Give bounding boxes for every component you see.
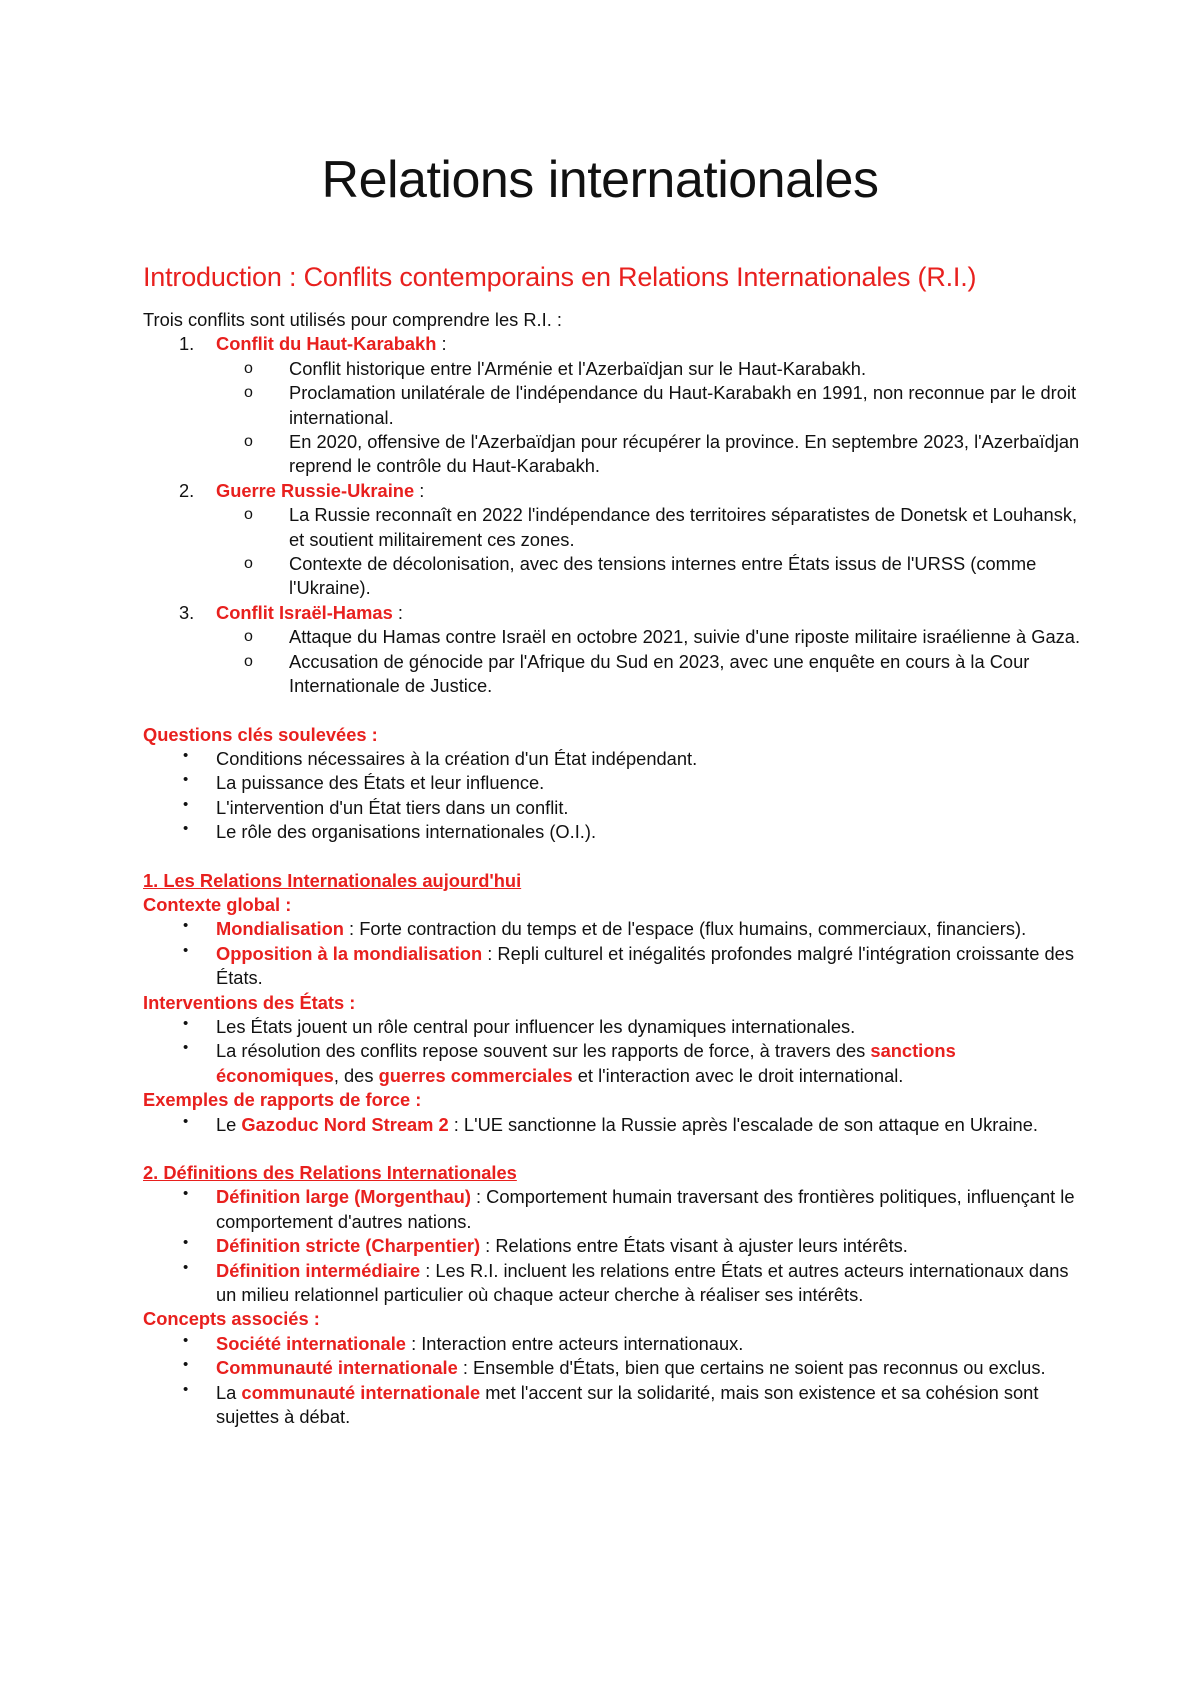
bullet-icon: • [183, 820, 189, 838]
list-item [143, 1234, 1083, 1258]
questions-heading: Questions clés soulevées : [143, 723, 378, 745]
concepts-list [143, 1332, 1083, 1430]
section1-heading: 1. Les Relations Internationales aujourd'hui [143, 869, 522, 891]
term-text: : Comportement humain traversant des frontières politiques, influençant le comportement d'autres nations. [216, 1186, 1075, 1232]
list-item [143, 747, 1083, 771]
circle-bullet-icon: o [244, 384, 253, 402]
item-text: : Interaction entre acteurs internationaux. [405, 1332, 744, 1354]
interventions-heading: Interventions des États : [143, 991, 356, 1013]
bullet-icon: • [183, 917, 189, 935]
list-item [216, 357, 1083, 381]
item-text: et l'interaction avec le droit international. [572, 1064, 904, 1086]
conflict-name: Conflit Israël-Hamas [216, 601, 393, 623]
term: guerres commerciales [378, 1064, 573, 1086]
question-text: Conditions nécessaires à la création d'un État indépendant. [216, 747, 698, 769]
circle-bullet-icon: o [244, 359, 253, 377]
list-item [143, 1039, 1083, 1088]
conflict-item [143, 601, 1083, 699]
list-item [143, 1113, 1083, 1137]
spacer [143, 845, 1083, 869]
point-text: La Russie reconnaît en 2022 l'indépendance des territoires séparatistes de Donetsk et Louhansk, et soutient militairement ces zones. [289, 504, 1078, 550]
bullet-icon: • [183, 771, 189, 789]
bullet-icon: • [183, 941, 189, 959]
point-text: Contexte de décolonisation, avec des tensions internes entre États issus de l'URSS (comme l'Ukraine). [289, 553, 1037, 599]
term: Définition stricte (Charpentier) [216, 1235, 481, 1257]
term: Définition intermédiaire [216, 1259, 421, 1281]
term: Définition large (Morgenthau) [216, 1186, 471, 1208]
intro-heading: Introduction : Conflits contemporains en Relations Internationales (R.I.) [143, 262, 977, 292]
context-heading: Contexte global : [143, 893, 292, 915]
term: communauté internationale [241, 1381, 481, 1403]
item-text: , des [333, 1064, 379, 1086]
conflict-suffix: : [392, 601, 403, 623]
term: sanctions économiques [216, 1040, 956, 1086]
term: Mondialisation [216, 918, 344, 940]
list-item [143, 771, 1083, 795]
page-title: Relations internationales [321, 151, 879, 209]
bullet-icon: • [183, 1356, 189, 1374]
list-number: 2. [179, 479, 195, 501]
spacer [143, 699, 1083, 723]
point-text: En 2020, offensive de l'Azerbaïdjan pour récupérer la province. En septembre 2023, l'Azerbaïdjan reprend le contrôle du Haut-Karabakh. [289, 431, 1080, 477]
questions-list [143, 747, 1083, 845]
spacer [143, 1137, 1083, 1161]
bullet-icon: • [183, 1112, 189, 1130]
list-item [143, 796, 1083, 820]
circle-bullet-icon: o [244, 628, 253, 646]
section2-heading: 2. Définitions des Relations Internationales [143, 1162, 517, 1183]
item-text: Le [216, 1113, 242, 1135]
list-item [216, 381, 1083, 430]
list-number: 1. [179, 333, 195, 355]
item-text: La résolution des conflits repose souvent sur les rapports de force, à travers des [216, 1040, 871, 1062]
item-text: : Ensemble d'États, bien que certains ne soient pas reconnus ou exclus. [457, 1357, 1046, 1379]
conflict-list [143, 332, 1083, 698]
question-text: La puissance des États et leur influence. [216, 772, 545, 794]
conflict-item [143, 332, 1083, 478]
item-text: Les États jouent un rôle central pour influencer les dynamiques internationales. [216, 1015, 856, 1037]
list-number: 3. [179, 601, 195, 623]
list-item [216, 503, 1083, 552]
list-item [216, 552, 1083, 601]
list-item [143, 1015, 1083, 1039]
list-item [216, 430, 1083, 479]
question-text: Le rôle des organisations internationales (O.I.). [216, 821, 597, 843]
conflict-item [143, 479, 1083, 601]
term: Gazoduc Nord Stream 2 [241, 1113, 449, 1135]
conflict-points [216, 625, 1083, 698]
item-text: : L'UE sanctionne la Russie après l'escalade de son attaque en Ukraine. [448, 1113, 1038, 1135]
document-body [143, 308, 1083, 1429]
term-text: : Forte contraction du temps et de l'espace (flux humains, commerciaux, financiers). [343, 918, 1027, 940]
list-item [143, 1185, 1083, 1234]
conflict-suffix: : [436, 333, 447, 355]
term: Société internationale [216, 1332, 406, 1354]
term: Opposition à la mondialisation [216, 942, 483, 964]
conflict-suffix: : [414, 479, 425, 501]
item-text: La [216, 1381, 242, 1403]
bullet-icon: • [183, 1039, 189, 1057]
term-text: : Relations entre États visant à ajuster leurs intérêts. [480, 1235, 908, 1257]
list-item [143, 1332, 1083, 1356]
term-text: : Les R.I. incluent les relations entre États et autres acteurs internationaux dans un milieu relationnel particulier où chaque acteur cherche à réaliser ses intérêts. [216, 1259, 1069, 1306]
list-item [216, 625, 1083, 649]
conflict-name: Conflit du Haut-Karabakh [216, 333, 437, 355]
bullet-icon: • [183, 1331, 189, 1349]
list-item [143, 1259, 1083, 1308]
concepts-heading: Concepts associés : [143, 1308, 320, 1330]
circle-bullet-icon: o [244, 555, 253, 573]
list-item [216, 650, 1083, 699]
term-text: : Repli culturel et inégalités profondes malgré l'intégration croissante des États. [216, 942, 1074, 989]
conflict-points [216, 357, 1083, 479]
list-item [143, 820, 1083, 844]
term: Communauté internationale [216, 1357, 458, 1379]
list-item [143, 942, 1083, 991]
circle-bullet-icon: o [244, 433, 253, 451]
list-item [143, 1356, 1083, 1380]
point-text: Proclamation unilatérale de l'indépendance du Haut-Karabakh en 1991, non reconnue par le droit international. [289, 382, 1077, 428]
list-item [143, 1381, 1083, 1430]
point-text: Conflit historique entre l'Arménie et l'Azerbaïdjan sur le Haut-Karabakh. [289, 357, 867, 379]
circle-bullet-icon: o [244, 506, 253, 524]
context-list [143, 917, 1083, 990]
item-text: met l'accent sur la solidarité, mais son existence et sa cohésion sont sujettes à débat. [216, 1381, 1039, 1428]
conflict-points [216, 503, 1083, 601]
bullet-icon: • [183, 1258, 189, 1276]
point-text: Attaque du Hamas contre Israël en octobre 2021, suivie d'une riposte militaire israélienne à Gaza. [289, 626, 1081, 648]
bullet-icon: • [183, 1185, 189, 1203]
definitions-list [143, 1185, 1083, 1307]
question-text: L'intervention d'un État tiers dans un conflit. [216, 796, 569, 818]
conflict-name: Guerre Russie-Ukraine [216, 479, 415, 501]
bullet-icon: • [183, 1234, 189, 1252]
list-item [143, 917, 1083, 941]
examples-heading: Exemples de rapports de force : [143, 1089, 422, 1111]
interventions-list [143, 1015, 1083, 1088]
intro-lead: Trois conflits sont utilisés pour comprendre les R.I. : [143, 309, 562, 330]
bullet-icon: • [183, 1014, 189, 1032]
point-text: Accusation de génocide par l'Afrique du Sud en 2023, avec une enquête en cours à la Cour Internationale de Justice. [289, 650, 1030, 697]
circle-bullet-icon: o [244, 652, 253, 670]
bullet-icon: • [183, 746, 189, 764]
examples-list [143, 1113, 1083, 1137]
bullet-icon: • [183, 795, 189, 813]
bullet-icon: • [183, 1380, 189, 1398]
